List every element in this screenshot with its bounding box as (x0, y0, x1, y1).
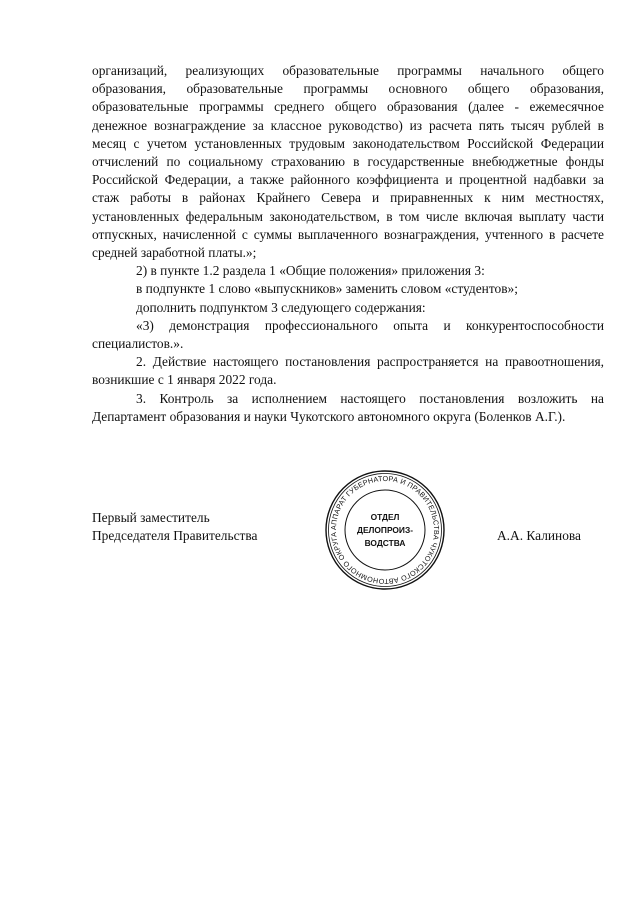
paragraph-item-2: 2) в пункте 1.2 раздела 1 «Общие положения» приложения 3: (136, 263, 485, 279)
position-line-1: Первый заместитель (92, 510, 210, 525)
signatory-name: А.А. Калинова (497, 528, 581, 543)
paragraph-clause-3: 3. Контроль за исполнением настоящего постановления возложить на Департамент образования и науки Чукотского автономного округа (Боленков А.Г.). (92, 390, 604, 424)
signatory-position (92, 509, 257, 545)
paragraph-subpoint-1: в подпункте 1 слово «выпускников» заменить словом «студентов»; (136, 281, 518, 297)
paragraph-clause-2: 2. Действие настоящего постановления распространяется на правоотношения, возникшие с 1 января 2022 года. (92, 354, 604, 388)
position-line-2: Председателя Правительства (92, 528, 258, 544)
stamp-ring-text: АППАРАТ ГУБЕРНАТОРА И ПРАВИТЕЛЬСТВА ЧУКОТСКОГО АВТОНОМНОГО ОКРУГА (328, 473, 442, 587)
stamp-line-1: ОТДЕЛ (370, 512, 400, 522)
document-body (92, 62, 604, 426)
stamp-line-3: ВОДСТВА (364, 538, 406, 548)
paragraph-subpoint-3: «3) демонстрация профессионального опыта и конкурентоспособности специалистов.». (92, 317, 604, 352)
stamp-line-2: ДЕЛОПРОИЗ- (356, 525, 414, 535)
official-stamp (324, 469, 446, 591)
paragraph-add-subpoint: дополнить подпунктом 3 следующего содержания: (136, 299, 426, 315)
paragraph-continuation: организаций, реализующих образовательные программы начального общего образования, образовательные программы основного общего образования, образовательные программы среднего общего образования (далее - ежемесячное денежное вознаграждение за классное руководство) из расчета пять тысяч рублей в месяц с учетом установленных трудовым законодательством Российской Федерации отчислений по социальному страхованию в государственные внебюджетные фонды Российской Федерации, а также районного коэффициента и процентной надбавки за стаж работы в районах Крайнего Севера и приравненных к ним местностях, установленных федеральным законодательством, в том числе включая выплату части отпускных, начисленной с суммы выплаченного вознаграждения, учтенного в расчете средней заработной платы.»; (92, 63, 604, 261)
